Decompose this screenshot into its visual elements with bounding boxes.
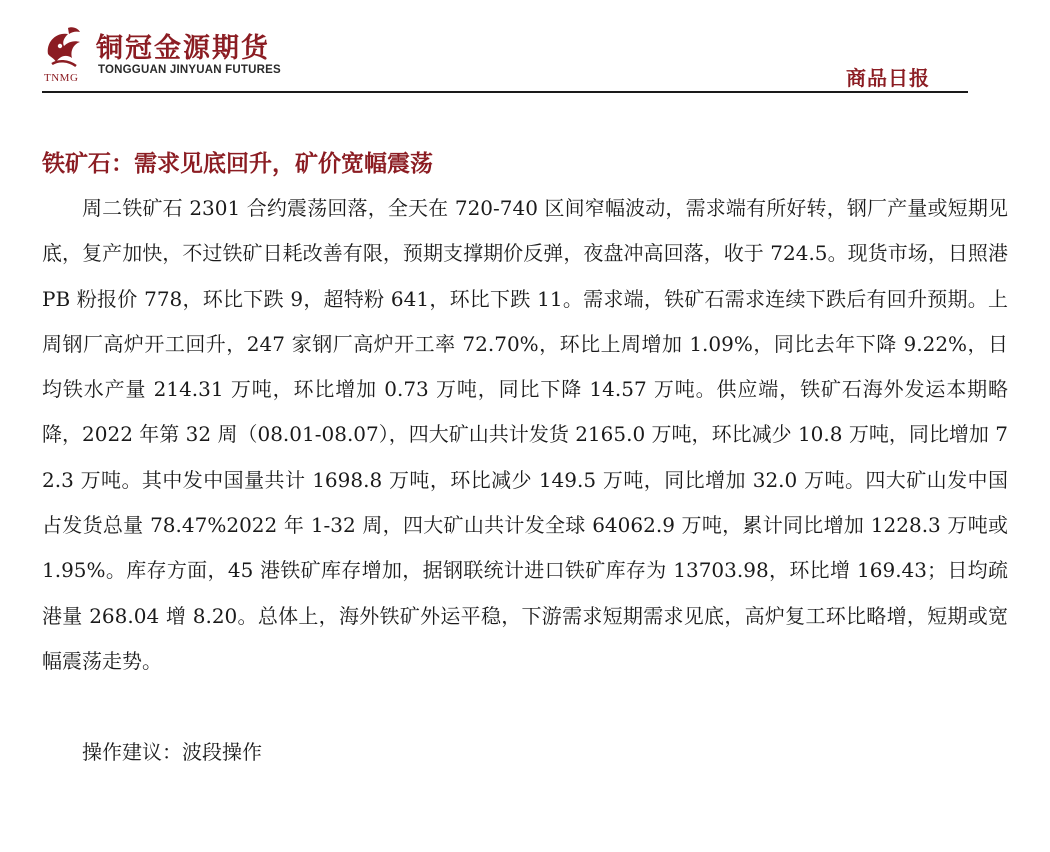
operation-advice: 操作建议：波段操作 <box>82 740 262 764</box>
article-body: 周二铁矿石 2301 合约震荡回落，全天在 720-740 区间窄幅波动，需求端有所好转，钢厂产量或短期见底，复产加快，不过铁矿日耗改善有限，预期支撑期价反弹，夜盘冲高回落，收于 724.5。现货市场，日照港 PB 粉报价 778，环比下跌 9，超特粉 641，环比下跌 11。需求端，铁矿石需求连续下跌后有回升预期。上周钢厂高炉开工回升，247 家钢厂高炉开工率 72.70%，环比上周增加 1.09%，同比去年下降 9.22%，日均铁水产量 214.31 万吨，环比增加 0.73 万吨，同比下降 14.57 万吨。供应端，铁矿石海外发运本期略降，2022 年第 32 周（08.01-08.07），四大矿山共计发货 2165.0 万吨，环比减少 10.8 万吨，同比增加 72.3 万吨。其中发中国量共计 1698.8 万吨，环比减少 149.5 万吨，同比增加 32.0 万吨。四大矿山发中国占发货总量 78.47%2022 年 1-32 周，四大矿山共计发全球 64062.9 万吨，累计同比增加 1228.3 万吨或 1.95%。库存方面，45 港铁矿库存增加，据钢联统计进口铁矿库存为 13703.98，环比增 169.43；日均疏港量 268.04 增 8.20。总体上，海外铁矿外运平稳，下游需求短期需求见底，高炉复工环比略增，短期或宽幅震荡走势。 <box>42 196 1008 673</box>
company-abbr: TNMG <box>44 72 79 84</box>
page-header <box>42 18 968 94</box>
company-logo-icon <box>42 24 86 72</box>
header-divider <box>42 91 968 93</box>
company-name-cn: 铜冠金源期货 <box>96 33 270 64</box>
company-name-en: TONGGUAN JINYUAN FUTURES <box>98 64 281 76</box>
report-type-label: 商品日报 <box>846 66 930 90</box>
article-title: 铁矿石：需求见底回升，矿价宽幅震荡 <box>42 151 433 177</box>
